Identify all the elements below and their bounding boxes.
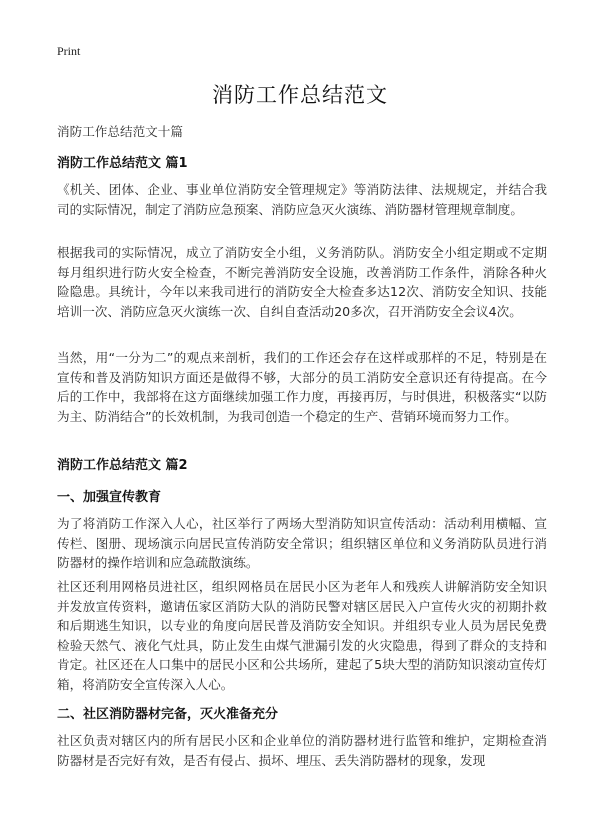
subsection-1-paragraph-2: 社区还利用网格员进社区，组织网格员在居民小区为老年人和残疾人讲解消防安全知识并发放宣传资料，邀请伍家区消防大队的消防民警对辖区居民入户宣传火灾的初期扑救和后期逃生知识，以专业的角度向居民普及消防安全知识。并组织专业人员为居民免费检验天然气、液化气灶具，防止发生由煤气泄漏引发的火灾隐患，得到了群众的支持和肯定。社区还在人口集中的居民小区和公共场所，建起了5块大型的消防知识滚动宣传灯箱，将消防安全宣传深入人心。 xyxy=(57,579,547,692)
subsection-2-paragraph-1: 社区负责对辖区内的所有居民小区和企业单位的消防器材进行监管和维护，定期检查消防器材是否完好有效，是否有侵占、损坏、埋压、丢失消防器材的现象，发现 xyxy=(57,733,547,768)
subsection-1-paragraph-1: 为了将消防工作深入人心，社区举行了两场大型消防知识宣传活动：活动利用横幅、宣传栏、图册、现场演示向居民宣传消防安全常识；组织辖区单位和义务消防队员进行消防器材的操作培训和应急疏散演练。 xyxy=(57,516,547,570)
print-link[interactable]: Print xyxy=(57,44,81,58)
section-1-paragraph-3: 当然，用“一分为二”的观点来剖析，我们的工作还会存在这样或那样的不足，特别是在宣传和普及消防知识方面还是做得不够，大部分的员工消防安全意识还有待提高。在今后的工作中，我部将在这方面继续加强工作力度，再接再厉，与时俱进，积极落实“以防为主、防消结合”的长效机制，为我司创造一个稳定的生产、营销环境而努力工作。 xyxy=(57,350,547,424)
subheading-publicity-education: 一、加强宣传教育 xyxy=(57,490,162,505)
section-2-heading: 消防工作总结范文 篇2 xyxy=(57,458,188,473)
section-1-paragraph-2: 根据我司的实际情况，成立了消防安全小组，义务消防队。消防安全小组定期或不定期每月组织进行防火安全检查，不断完善消防安全设施，改善消防工作条件，消除各种火险隐患。具统计，今年以来我司进行的消防安全大检查多达12次、消防安全知识、技能培训一次、消防应急灭火演练一次、自纠自查活动20多次，召开消防安全会议4次。 xyxy=(57,245,547,319)
page-title: 消防工作总结范文 xyxy=(212,83,388,107)
section-1-paragraph-1: 《机关、团体、企业、事业单位消防安全管理规定》等消防法律、法规规定，并结合我司的实际情况，制定了消防应急预案、消防应急灭火演练、消防器材管理规章制度。 xyxy=(57,182,547,217)
section-1-heading: 消防工作总结范文 篇1 xyxy=(57,156,188,171)
subheading-fire-equipment: 二、社区消防器材完备，灭火准备充分 xyxy=(57,707,279,722)
document-subtitle: 消防工作总结范文十篇 xyxy=(57,124,183,139)
